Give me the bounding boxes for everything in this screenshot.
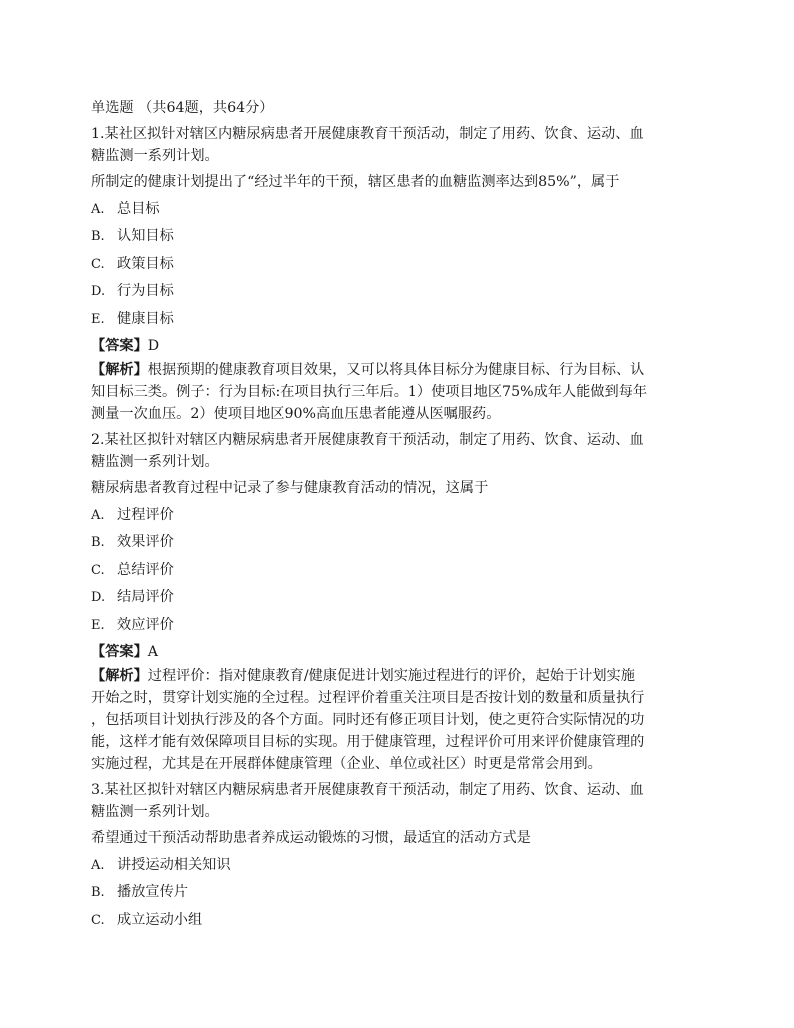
question-3 — [91, 779, 703, 932]
option-letter: C. — [91, 562, 105, 578]
option-text: 总目标 — [117, 200, 160, 217]
explanation-line: 能，这样才能有效保障项目目标的实现。用于健康管理，过程评价可用来评价健康管理的 — [91, 733, 645, 750]
answer-value: A — [147, 643, 159, 660]
option-text: 效应评价 — [117, 616, 174, 633]
option-text: 过程评价 — [117, 506, 174, 523]
option-b — [91, 225, 703, 248]
option-letter: C. — [91, 912, 105, 928]
option-letter: D. — [91, 590, 106, 606]
document-page — [91, 97, 703, 932]
option-c — [91, 909, 703, 932]
option-text: 效果评价 — [117, 534, 174, 551]
answer-label: 【答案】 — [91, 643, 148, 660]
question-stem-line: 糖监测一系列计划。 — [91, 803, 219, 820]
explanation-line: ，包括项目计划执行涉及的各个方面。同时还有修正项目计划，使之更符合实际情况的功 — [91, 711, 645, 728]
explanation-line: 测量一次血压。2）使项目地区90%高血压患者能遵从医嘱服药。 — [91, 405, 501, 422]
option-text: 总结评价 — [117, 561, 174, 578]
section-header: 单选题 （共64题，共64分） — [91, 100, 274, 116]
option-a — [91, 504, 703, 527]
explanation — [91, 359, 703, 425]
question-stem-line: 1.某社区拟针对辖区内糖尿病患者开展健康教育干预活动，制定了用药、饮食、运动、血 — [91, 126, 644, 142]
option-b — [91, 881, 703, 904]
explanation-text: 过程评价：指对健康教育/健康促进计划实施过程进行的评价，起始于计划实施 — [147, 667, 635, 684]
option-letter: B. — [91, 229, 105, 245]
question-prompt: 希望通过干预活动帮助患者养成运动锻炼的习惯，最适宜的活动方式是 — [91, 829, 531, 846]
question-1 — [91, 123, 703, 425]
option-a — [91, 854, 703, 877]
answer-line — [91, 641, 703, 663]
explanation-line: 开始之时，贯穿计划实施的全过程。过程评价着重关注项目是否按计划的数量和质量执行 — [91, 689, 645, 706]
option-letter: C. — [91, 256, 105, 272]
option-letter: B. — [91, 535, 105, 551]
explanation-label: 【解析】 — [91, 667, 148, 684]
explanation-text: 根据预期的健康教育项目效果，又可以将具体目标分为健康目标、行为目标、认 — [147, 361, 645, 378]
answer-line — [91, 335, 703, 357]
question-stem-line: 2.某社区拟针对辖区内糖尿病患者开展健康教育干预活动，制定了用药、饮食、运动、血 — [91, 431, 644, 448]
option-letter: A. — [91, 857, 105, 873]
option-letter: A. — [91, 507, 105, 523]
explanation-label: 【解析】 — [91, 361, 148, 378]
option-c — [91, 253, 703, 276]
option-text: 认知目标 — [117, 228, 174, 245]
option-text: 结局评价 — [117, 589, 174, 606]
option-e — [91, 614, 703, 637]
option-letter: A. — [91, 201, 105, 217]
option-letter: D. — [91, 284, 106, 300]
explanation-line — [91, 665, 703, 687]
option-text: 健康目标 — [117, 310, 174, 327]
question-prompt: 所制定的健康计划提出了“经过半年的干预，辖区患者的血糖监测率达到85%”，属于 — [91, 174, 620, 190]
option-text: 播放宣传片 — [117, 884, 188, 901]
question-2 — [91, 429, 703, 775]
question-stem-line: 糖监测一系列计划。 — [91, 148, 219, 164]
option-e — [91, 308, 703, 331]
option-d — [91, 586, 703, 609]
explanation-line — [91, 359, 703, 381]
option-text: 成立运动小组 — [117, 911, 203, 928]
option-text: 行为目标 — [117, 283, 174, 300]
explanation-line: 实施过程，尤其是在开展群体健康管理（企业、单位或社区）时更是常常会用到。 — [91, 755, 602, 772]
option-letter: E. — [91, 311, 105, 327]
question-stem-line: 3.某社区拟针对辖区内糖尿病患者开展健康教育干预活动，制定了用药、饮食、运动、血 — [91, 781, 644, 798]
option-letter: B. — [91, 885, 105, 901]
answer-value: D — [147, 337, 160, 354]
option-b — [91, 531, 703, 554]
question-prompt: 糖尿病患者教育过程中记录了参与健康教育活动的情况，这属于 — [91, 479, 489, 496]
option-text: 政策目标 — [117, 255, 174, 272]
option-a — [91, 198, 703, 221]
answer-label: 【答案】 — [91, 337, 148, 354]
option-text: 讲授运动相关知识 — [117, 856, 231, 873]
explanation — [91, 665, 703, 775]
option-letter: E. — [91, 617, 105, 633]
question-stem-line: 糖监测一系列计划。 — [91, 453, 219, 470]
option-d — [91, 280, 703, 303]
explanation-line: 知目标三类。例子：行为目标:在项目执行三年后。1）使项目地区75%成年人能做到每年 — [91, 383, 648, 400]
option-c — [91, 559, 703, 582]
